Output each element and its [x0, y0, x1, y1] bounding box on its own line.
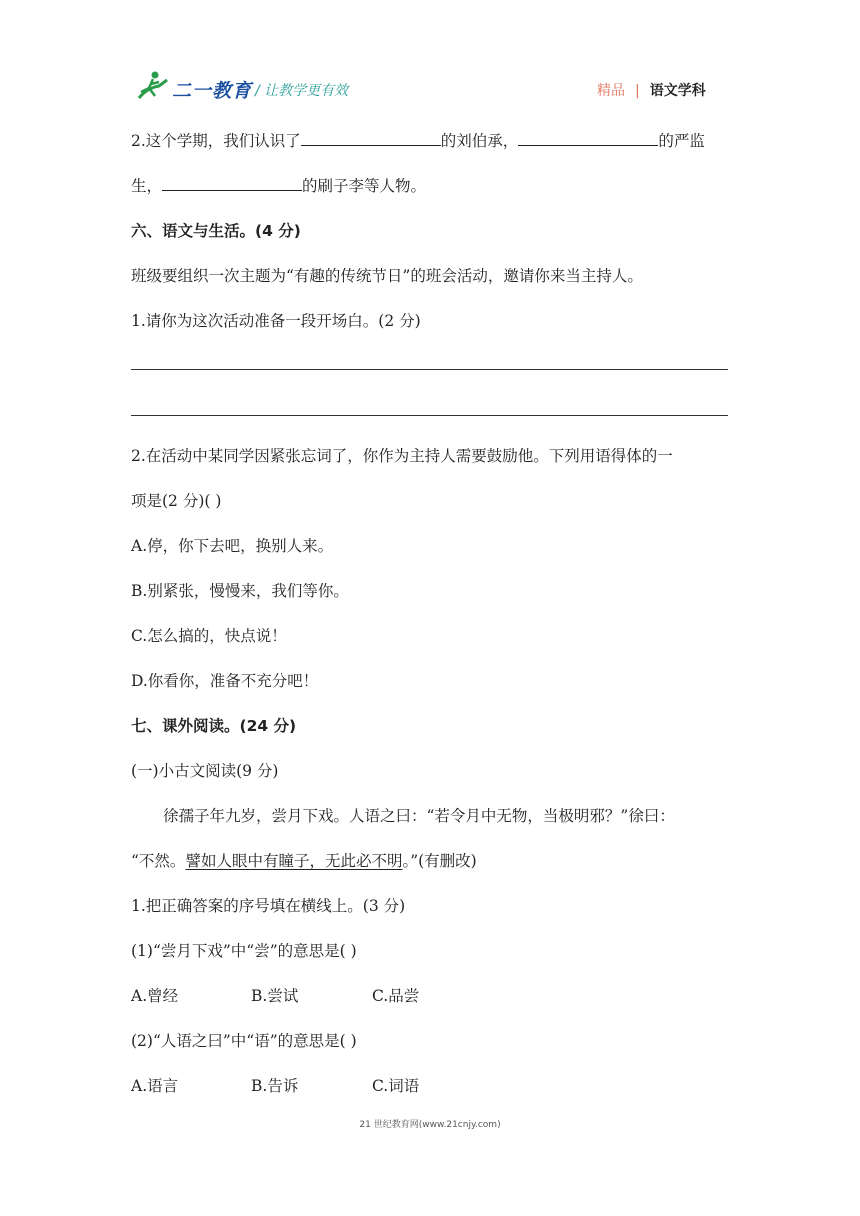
options-row — [131, 984, 419, 1006]
header-right — [597, 80, 706, 100]
option-b: B.告诉 — [251, 1077, 299, 1095]
text-segment: 的刘伯承， — [440, 132, 519, 150]
question-line — [131, 129, 705, 151]
question-text: 项是(2 分)( ) — [131, 492, 222, 510]
underlined-sentence: 譬如人眼中有瞳子，无此必不明 — [185, 852, 403, 870]
option-a: A.语言 — [131, 1077, 179, 1095]
option-a: A.曾经 — [131, 987, 179, 1005]
option-d: D.你看你，准备不充分吧！ — [131, 672, 319, 690]
text-segment: 的严监 — [658, 132, 705, 150]
answer-line[interactable] — [131, 415, 728, 416]
fill-blank[interactable] — [162, 189, 302, 191]
fill-blank[interactable] — [301, 144, 441, 146]
passage-line — [131, 849, 477, 871]
options-row — [131, 1074, 419, 1096]
option-a: A.停，你下去吧，换别人来。 — [131, 537, 334, 555]
section-title: 七、课外阅读。(24 分) — [131, 717, 297, 735]
subsection-title: (一)小古文阅读(9 分) — [131, 762, 279, 780]
page-header — [0, 0, 860, 110]
option-c: C.品尝 — [372, 987, 420, 1005]
runner-logo-icon — [137, 70, 171, 102]
option-b: B.尝试 — [251, 987, 299, 1005]
passage-line: 徐孺子年九岁，尝月下戏。人语之曰：“若令月中无物，当极明邪？”徐曰： — [163, 807, 675, 825]
fill-blank[interactable] — [518, 144, 658, 146]
question-text: 2.在活动中某同学因紧张忘词了，你作为主持人需要鼓励他。下列用语得体的一 — [131, 447, 673, 465]
text-segment: 。”(有删改) — [402, 852, 477, 870]
question-text: (2)“人语之曰”中“语”的意思是( ) — [131, 1032, 357, 1050]
premium-label: 精品 — [597, 83, 625, 99]
text-segment: 2.这个学期，我们认识了 — [131, 132, 301, 150]
section-title: 六、语文与生活。(4 分) — [131, 222, 301, 240]
question-text: 1.把正确答案的序号填在横线上。(3 分) — [131, 897, 406, 915]
subject-label: 语文学科 — [649, 83, 706, 99]
section-intro: 班级要组织一次主题为“有趣的传统节日”的班会活动，邀请你来当主持人。 — [131, 267, 643, 285]
text-segment: “不然。 — [131, 852, 186, 870]
question-line — [131, 174, 426, 196]
option-c: C.词语 — [372, 1077, 420, 1095]
question-text: (1)“尝月下戏”中“尝”的意思是( ) — [131, 942, 357, 960]
page-footer: 21 世纪教育网(www.21cnjy.com) — [359, 1120, 501, 1130]
slogan: / 让教学更有效 — [255, 83, 349, 99]
header-separator: | — [635, 83, 640, 99]
option-b: B.别紧张，慢慢来，我们等你。 — [131, 582, 349, 600]
logo-text: 二一教育 — [172, 80, 253, 102]
option-c: C.怎么搞的，快点说！ — [131, 627, 287, 645]
question-text: 1.请你为这次活动准备一段开场白。(2 分) — [131, 312, 421, 330]
text-segment: 生， — [131, 177, 163, 195]
text-segment: 的刷子李等人物。 — [302, 177, 427, 195]
answer-line[interactable] — [131, 369, 728, 370]
